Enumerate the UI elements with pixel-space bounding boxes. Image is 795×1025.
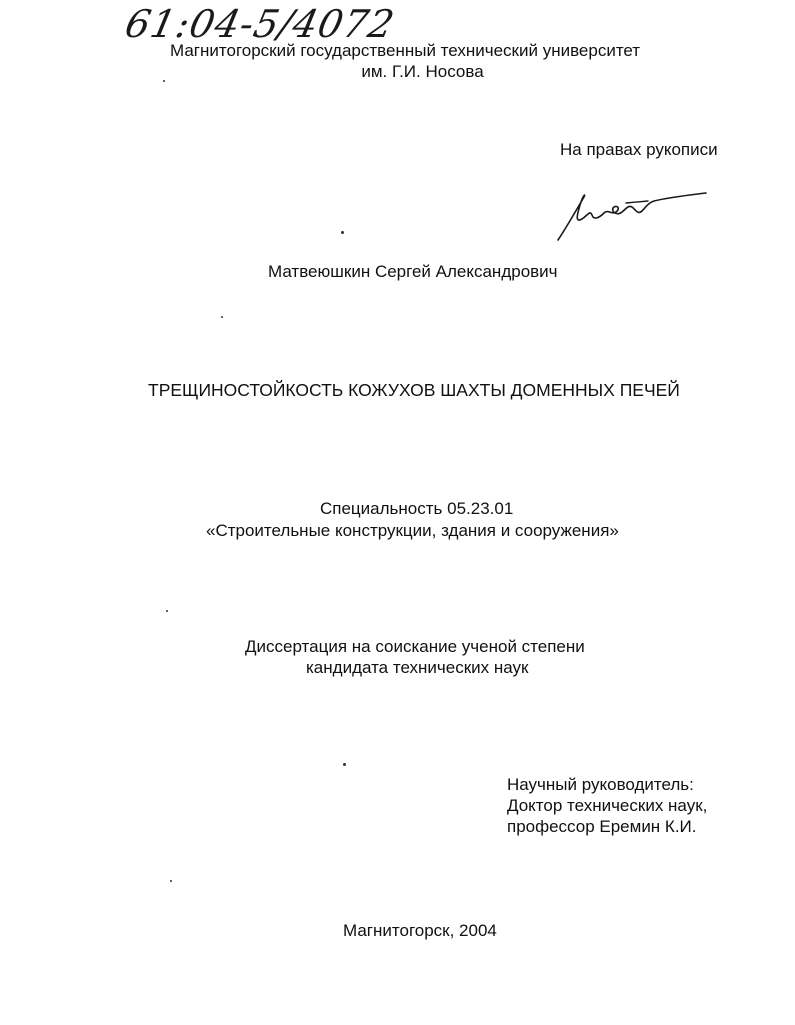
- university-honorific: им. Г.И. Носова: [361, 62, 484, 81]
- rights-note: На правах рукописи: [560, 140, 718, 159]
- scan-speck: [341, 231, 344, 234]
- signature: [550, 185, 710, 245]
- specialty-code: Специальность 05.23.01: [320, 499, 514, 518]
- degree-line-1: Диссертация на соискание ученой степени: [245, 637, 585, 656]
- scan-speck: [343, 763, 346, 766]
- author-name: Матвеюшкин Сергей Александрович: [268, 262, 558, 281]
- dissertation-title: ТРЕЩИНОСТОЙКОСТЬ КОЖУХОВ ШАХТЫ ДОМЕННЫХ ПЕЧЕЙ: [148, 380, 680, 400]
- scan-speck: [163, 80, 165, 82]
- scan-speck: [166, 610, 168, 612]
- scan-speck: [170, 880, 172, 882]
- scan-speck: [221, 316, 223, 318]
- supervisor-name: профессор Еремин К.И.: [507, 817, 697, 836]
- archive-code-handwritten: 61:04-5/4072: [121, 2, 399, 46]
- degree-line-2: кандидата технических наук: [306, 658, 529, 677]
- specialty-name: «Строительные конструкции, здания и сооружения»: [206, 521, 619, 540]
- university-name: Магнитогорский государственный технический университет: [170, 41, 641, 60]
- supervisor-degree: Доктор технических наук,: [507, 796, 708, 815]
- supervisor-label: Научный руководитель:: [507, 775, 694, 794]
- place-year: Магнитогорск, 2004: [343, 921, 497, 940]
